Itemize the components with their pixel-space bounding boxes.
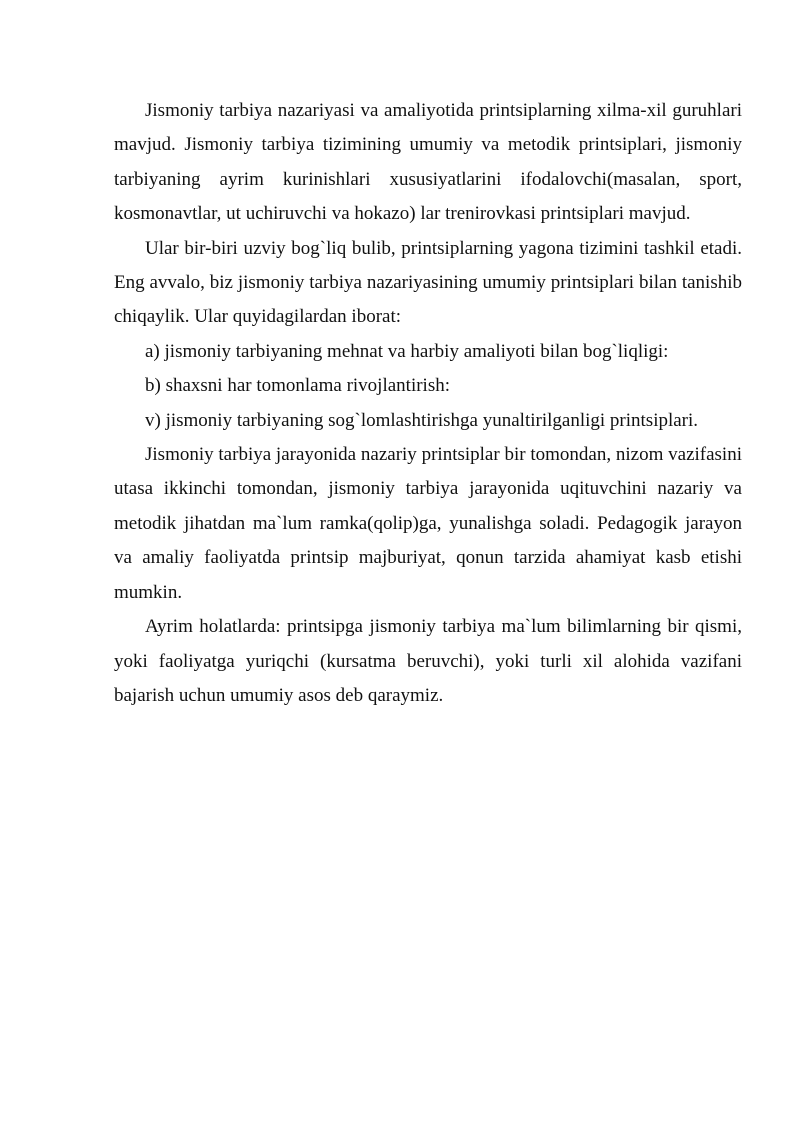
document-body — [114, 94, 742, 713]
paragraph-theoretical-principles: Jismoniy tarbiya jarayonida nazariy printsiplar bir tomondan, nizom vazifasini utasa ikkinchi tomondan, jismoniy tarbiya jarayonida uqituvchini nazariy va metodik jihatdan ma`lum ramka(qolip)ga, yunalishga soladi. Pedagogik jarayon va amaliy faoliyatda printsip majburiyat, qonun tarzida ahamiyat kasb etishi mumkin. — [114, 444, 742, 603]
list-item-a: a) jismoniy tarbiyaning mehnat va harbiy amaliyoti bilan bog`liqligi: — [145, 340, 669, 362]
list-item-v: v) jismoniy tarbiyaning sog`lomlashtirishga yunaltirilganligi printsiplari. — [145, 409, 699, 431]
paragraph-principles-groups: Jismoniy tarbiya nazariyasi va amaliyotida printsiplarning xilma-xil guruhlari mavjud. Jismoniy tarbiya tizimining umumiy va metodik printsiplari, jismoniy tarbiyaning ayrim kurinishlari xususiyatlarini ifodalovchi(masalan, sport, kosmonavtlar, ut uchiruvchi va hokazo) lar trenirovkasi printsiplari mavjud. — [114, 100, 742, 225]
paragraph-unified-system: Ular bir-biri uzviy bog`liq bulib, printsiplarning yagona tizimini tashkil etadi. Eng avvalo, biz jismoniy tarbiya nazariyasining umumiy printsiplari bilan tanishib chiqaylik. Ular quyidagilardan iborat: — [114, 237, 742, 328]
list-item-b: b) shaxsni har tomonlama rivojlantirish: — [145, 375, 451, 397]
paragraph-some-cases: Ayrim holatlarda: printsipga jismoniy tarbiya ma`lum bilimlarning bir qismi, yoki faoliyatga yuriqchi (kursatma beruvchi), yoki turli xil alohida vazifani bajarish uchun umumiy asos deb qaraymiz. — [114, 616, 742, 706]
